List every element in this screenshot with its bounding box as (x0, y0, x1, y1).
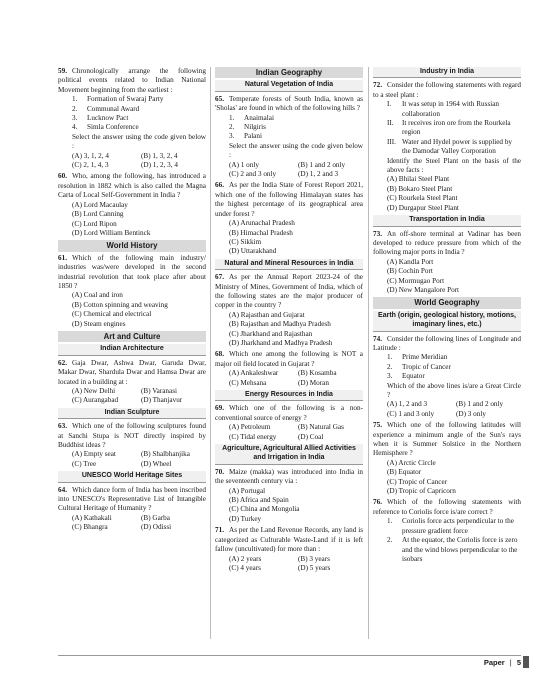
statement-list (215, 114, 363, 142)
list-item (72, 95, 206, 104)
option-d[interactable]: (D) Steam engines (72, 319, 126, 328)
option-b[interactable]: (B) 1 and 2 only (456, 400, 504, 409)
item-number: 1. (387, 353, 393, 362)
question-75 (373, 421, 521, 496)
option-b[interactable]: (B) Cotton spinning and weaving (72, 300, 168, 309)
item-text: Prime Meridian (402, 353, 448, 362)
question-number: 65. (215, 94, 224, 103)
option-a[interactable]: (A) Ankaleshwar (229, 369, 279, 378)
question-number: 62. (58, 358, 67, 367)
option-c[interactable]: (C) Rourkela Steel Plant (387, 194, 458, 203)
question-stem: Temperate forests of South India, known as 'Sholas' are found in which of the following hills ? (215, 94, 363, 113)
option-d[interactable]: (D) Tropic of Capricorn (387, 487, 456, 496)
item-number: III. (387, 137, 396, 146)
page-body (58, 67, 521, 649)
answer-options (58, 514, 206, 533)
item-number: 3. (229, 132, 235, 141)
item-number: 2. (229, 123, 235, 132)
list-item (387, 363, 521, 372)
paper-label: Paper (483, 658, 505, 667)
option-c[interactable]: (C) Chemical and electrical (72, 310, 152, 319)
item-text: Water and Hydel power is supplied by the Damodar Valley Corporation (402, 137, 513, 156)
subsection-heading: Agriculture, Agricultural Allied Activities and Irrigation in India (215, 444, 363, 465)
column-divider (210, 67, 211, 639)
answer-options (58, 152, 206, 171)
list-item (72, 105, 206, 114)
question-number: 59. (58, 67, 67, 75)
footer-separator: | (509, 658, 512, 667)
option-d[interactable]: (D) Turkey (229, 514, 262, 523)
option-c[interactable]: (C) Bhangra (72, 523, 108, 532)
question-stem: Which of the following main industry/ industries was/were developed in the second industrial revolution that took place after about 1850 ? (58, 253, 206, 290)
option-d[interactable]: (D) Lord William Bentinck (72, 228, 151, 237)
option-b[interactable]: (B) 3 years (298, 554, 330, 563)
question-stem: As per the Annual Report 2023-24 of the Ministry of Mines, Government of India, which of the following states are the major producer of copper in the country ? (215, 273, 363, 310)
item-number: 4. (72, 123, 78, 132)
question-stem: Who, among the following, has introduced a resolution in 1882 which is also called the Magna Carta of Local Self-Government in India ? (58, 172, 206, 200)
list-item (72, 123, 206, 132)
question-number: 60. (58, 172, 67, 181)
option-b[interactable]: (B) Rajasthan and Madhya Pradesh (229, 320, 331, 329)
item-text: Formation of Swaraj Party (87, 95, 164, 104)
option-b[interactable]: (B) 1, 3, 2, 4 (141, 151, 178, 160)
statement-list (373, 353, 521, 381)
question-stem: As per the India State of Forest Report 2021, which one of the following Himalayan states has the highest percentage of its geographical area under forest ? (215, 181, 363, 218)
option-b[interactable]: (B) Lord Canning (72, 210, 124, 219)
option-b[interactable]: (B) Africa and Spain (229, 496, 289, 505)
column-middle (215, 67, 363, 575)
option-d[interactable]: (D) New Mangalore Port (387, 285, 460, 294)
item-number: 1. (229, 113, 235, 122)
question-stem: Which of the following statements with reference to Coriolis force is/are correct ? (373, 498, 521, 516)
answer-options (58, 291, 206, 329)
subsection-heading: Natural and Mineral Resources in India (215, 259, 363, 270)
question-instruction: Which of the above lines is/are a Great Circle ? (387, 381, 521, 399)
item-text: Simla Conference (87, 123, 139, 132)
subsection-heading: Indian Sculpture (58, 408, 206, 419)
item-text: Anaimalai (244, 113, 274, 122)
subsection-heading: Energy Resources in India (215, 390, 363, 401)
option-a[interactable]: (A) Bhilai Steel Plant (387, 175, 450, 184)
column-right (373, 67, 521, 566)
option-a[interactable]: (A) 3, 1, 2, 4 (72, 151, 109, 160)
list-item (387, 372, 521, 381)
item-number: 3. (387, 372, 393, 381)
option-a[interactable]: (A) Petroleum (229, 423, 271, 432)
option-c[interactable]: (C) Mormugao Port (387, 276, 445, 285)
option-d[interactable]: (D) 5 years (298, 563, 331, 572)
item-text: Coriolis force acts perpendicular to the pressure gradient force (402, 517, 514, 535)
question-stem: Gaja Dwar, Ashwa Dwar, Garuda Dwar, Makar Dwar, Shardula Dwar and Hamsa Dwar are located in a building at : (58, 358, 206, 386)
option-a[interactable]: (A) Kathakali (72, 513, 112, 522)
question-73 (373, 230, 521, 296)
option-c[interactable]: (C) 2 and 3 only (229, 170, 277, 179)
question-number: 64. (58, 485, 67, 494)
option-c[interactable]: (C) Tree (72, 459, 97, 468)
page-number-label (484, 658, 521, 667)
question-62 (58, 359, 206, 406)
item-text: At the equator, the Coriolis force is zero and the wind blows perpendicular to the isobars (402, 536, 518, 563)
question-number: 71. (215, 526, 224, 535)
item-number: 2. (387, 362, 393, 371)
question-number: 63. (58, 422, 67, 431)
question-instruction: Select the answer using the code given below : (72, 132, 206, 151)
question-stem: An off-shore terminal at Vadinar has been developed to reduce pressure from which of the following major ports in India ? (373, 229, 521, 257)
answer-options (215, 219, 363, 257)
option-c[interactable]: (C) 2, 1, 4, 3 (72, 161, 109, 170)
option-b[interactable]: (B) Shalbhanjika (141, 450, 190, 459)
item-number: 2. (72, 104, 78, 113)
subsection-heading: Indian Architecture (58, 344, 206, 355)
option-a[interactable]: (A) Rajasthan and Gujarat (229, 310, 305, 319)
option-b[interactable]: (B) Garba (141, 513, 170, 522)
list-item (387, 119, 521, 138)
question-number: 75. (373, 421, 382, 430)
list-item (387, 100, 521, 119)
item-text: Equator (402, 372, 425, 381)
option-a[interactable]: (A) Arctic Circle (387, 458, 436, 467)
question-number: 74. (373, 334, 382, 343)
item-text: It was setup in 1964 with Russian collaboration (402, 100, 500, 118)
option-d[interactable]: (D) 3 only (456, 409, 486, 418)
question-instruction: Identify the Steel Plant on the basis of the above facts : (387, 156, 521, 175)
option-a[interactable]: (A) 1, 2 and 3 (387, 400, 428, 409)
subsection-heading: Natural Vegetation of India (215, 80, 363, 91)
option-b[interactable]: (B) Equator (387, 468, 422, 477)
option-a[interactable]: (A) Kandla Port (387, 257, 434, 266)
item-number: 2. (387, 536, 393, 545)
answer-options (215, 487, 363, 525)
option-a[interactable]: (A) Arunachal Pradesh (229, 219, 295, 228)
list-item (387, 517, 521, 536)
option-d[interactable]: (D) Coal (298, 432, 324, 441)
option-b[interactable]: (B) Varanasi (141, 387, 177, 395)
question-69 (215, 404, 363, 442)
list-item (229, 114, 363, 123)
answer-options (215, 555, 363, 574)
option-d[interactable]: (D) 1, 2, 3, 4 (141, 161, 178, 170)
question-stem: Which one of the following is a non-conventional source of energy ? (215, 404, 363, 422)
option-c[interactable]: (C) Aurangabad (72, 396, 119, 405)
question-66 (215, 181, 363, 256)
option-c[interactable]: (C) Tidal energy (229, 432, 277, 441)
option-a[interactable]: (A) Portugal (229, 486, 266, 495)
option-c[interactable]: (C) Jharkhand and Rajasthan (229, 329, 313, 338)
subsection-heading: Industry in India (373, 67, 521, 78)
option-d[interactable]: (D) 1, 2 and 3 (298, 170, 339, 179)
question-stem: Chronologically arrange the following political events related to Indian National Movement beginning from the earliest : (58, 67, 206, 94)
question-number: 69. (215, 404, 224, 413)
option-b[interactable]: (B) Cochin Port (387, 267, 433, 276)
question-68 (215, 350, 363, 388)
question-number: 73. (373, 229, 382, 238)
question-number: 68. (215, 350, 224, 359)
section-heading: Art and Culture (58, 331, 206, 342)
question-stem: Maize (makka) was introduced into India in the seventeenth century via : (215, 467, 363, 486)
list-item (72, 114, 206, 123)
item-number: 3. (72, 114, 78, 123)
answer-options (215, 311, 363, 349)
option-c[interactable]: (C) Lord Ripon (72, 219, 117, 228)
list-item (229, 132, 363, 141)
page-footer (58, 655, 521, 666)
question-stem: Which one of the following sculptures found at Sanchi Stupa is NOT directly inspired by Buddhist ideas ? (58, 422, 206, 450)
item-text: It receives iron ore from the Rourkela region (402, 119, 511, 137)
option-c[interactable]: (C) Sikkim (229, 237, 262, 246)
item-text: Communal Award (87, 104, 140, 113)
item-number: 1. (72, 95, 78, 104)
list-item (229, 123, 363, 132)
item-text: Tropic of Cancer (402, 362, 451, 371)
question-number: 72. (373, 81, 382, 90)
option-b[interactable]: (B) Natural Gas (298, 423, 344, 432)
answer-options (215, 423, 363, 442)
question-76 (373, 498, 521, 564)
question-number: 67. (215, 273, 224, 282)
item-text: Palani (244, 132, 262, 141)
answer-options (373, 459, 521, 497)
option-c[interactable]: (C) China and Mongolia (229, 505, 300, 514)
question-59 (58, 67, 206, 170)
option-d[interactable]: (D) Odissi (141, 523, 172, 532)
list-item (387, 138, 521, 157)
answer-options (58, 201, 206, 239)
statement-list (373, 517, 521, 564)
option-d[interactable]: (D) Uttarakhand (229, 247, 277, 256)
list-item (387, 536, 521, 564)
subsection-heading: UNESCO World Heritage Sites (58, 471, 206, 482)
section-heading: World Geography (373, 297, 521, 308)
list-item (387, 353, 521, 362)
option-a[interactable]: (A) 1 only (229, 160, 259, 169)
statement-list (58, 95, 206, 133)
page-tab-marker (523, 656, 529, 668)
statement-list (373, 100, 521, 156)
answer-options (373, 258, 521, 296)
question-65 (215, 95, 363, 180)
option-a[interactable]: (A) Coal and iron (72, 291, 123, 300)
item-number: II. (387, 119, 394, 128)
question-stem: Consider the following statements with regard to a steel plant : (373, 81, 521, 99)
page-number: 5 (516, 658, 521, 667)
option-c[interactable]: (C) 1 and 3 only (387, 409, 435, 418)
option-d[interactable]: (D) Wheel (141, 459, 172, 468)
question-number: 61. (58, 253, 67, 262)
option-a[interactable]: (A) Empty seat (72, 450, 116, 459)
answer-options (373, 400, 521, 419)
option-d[interactable]: (D) Jharkhand and Madhya Pradesh (229, 338, 333, 347)
subsection-heading: Earth (origin, geological history, motions, imaginary lines, etc.) (373, 311, 521, 332)
item-text: Lucknow Pact (87, 114, 129, 123)
question-instruction: Select the answer using the code given below : (229, 141, 363, 160)
subsection-heading: Transportation in India (373, 215, 521, 226)
option-b[interactable]: (B) Kosamba (298, 369, 337, 378)
question-67 (215, 273, 363, 348)
question-60 (58, 172, 206, 238)
question-stem: Which dance form of India has been inscribed into UNESCO's Representative List of Intangible Cultural Heritage of Humanity ? (58, 485, 206, 513)
question-stem: As per the Land Revenue Records, any land is categorized as Culturable Waste-Land if it is left fallow (uncultivated) for more than : (215, 526, 363, 554)
option-d[interactable]: (D) Moran (298, 378, 329, 387)
question-74 (373, 335, 521, 420)
question-number: 70. (215, 467, 224, 476)
answer-options (215, 161, 363, 180)
option-b[interactable]: (B) 1 and 2 only (298, 160, 346, 169)
question-71 (215, 526, 363, 573)
column-left (58, 67, 206, 535)
question-61 (58, 254, 206, 329)
option-d[interactable]: (D) Durgapur Steel Plant (387, 203, 459, 212)
question-number: 76. (373, 498, 382, 507)
question-72 (373, 81, 521, 213)
option-c[interactable]: (C) Tropic of Cancer (387, 477, 448, 486)
option-b[interactable]: (B) Bokaro Steel Plant (387, 184, 453, 193)
answer-options (58, 450, 206, 469)
option-a[interactable]: (A) Lord Macaulay (72, 200, 128, 209)
question-63 (58, 422, 206, 469)
question-stem: Which one among the following is NOT a major oil field located in Gujarat ? (215, 350, 363, 368)
item-number: 1. (387, 517, 393, 526)
column-divider (368, 67, 369, 639)
answer-options (373, 175, 521, 213)
option-a[interactable]: (A) New Delhi (72, 387, 116, 395)
answer-options (215, 369, 363, 388)
option-c[interactable]: (C) 4 years (229, 563, 261, 572)
option-b[interactable]: (B) Himachal Pradesh (229, 228, 293, 237)
option-a[interactable]: (A) 2 years (229, 554, 262, 563)
item-number: I. (387, 100, 392, 109)
section-heading: Indian Geography (215, 67, 363, 78)
question-64 (58, 486, 206, 533)
option-c[interactable]: (C) Mehsana (229, 378, 267, 387)
section-heading: World History (58, 240, 206, 251)
answer-options (58, 387, 206, 406)
item-text: Nilgiris (244, 123, 266, 132)
question-stem: Which one of the following latitudes will experience a minimum angle of the Sun's rays when it is Summer Solstice in the Northern Hemisphere ? (373, 421, 521, 458)
question-number: 66. (215, 181, 224, 190)
question-stem: Consider the following lines of Longitude and Latitude : (373, 334, 521, 352)
option-d[interactable]: (D) Thanjavur (141, 396, 183, 405)
question-70 (215, 468, 363, 524)
